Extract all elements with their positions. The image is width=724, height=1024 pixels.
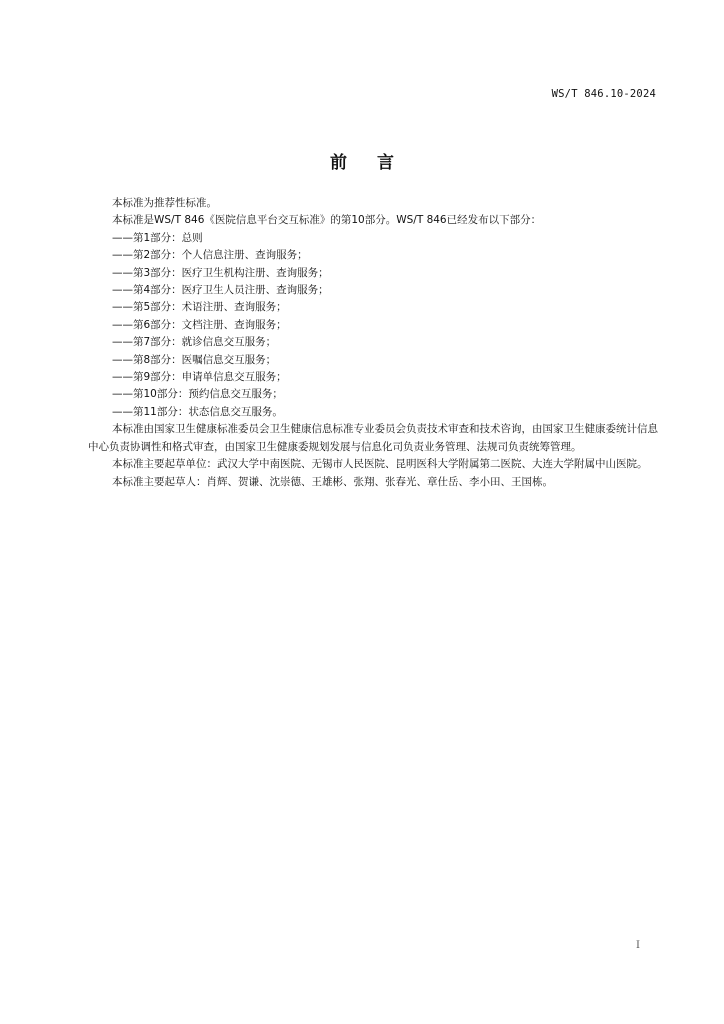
paragraph-drafting-units: 本标准主要起草单位：武汉大学中南医院、无锡市人民医院、昆明医科大学附属第二医院、大连大学附属中山医院。 [112, 458, 648, 471]
part-item-4: ——第4部分：医疗卫生人员注册、查询服务； [112, 284, 329, 297]
paragraph-intro-2: 本标准是WS/T 846《医院信息平台交互标准》的第10部分。WS/T 846已经发布以下部分： [112, 214, 542, 227]
part-item-7: ——第7部分：就诊信息交互服务； [112, 336, 277, 349]
part-item-2: ——第2部分：个人信息注册、查询服务； [112, 249, 308, 262]
foreword-body [88, 195, 658, 491]
part-item-3: ——第3部分：医疗卫生机构注册、查询服务； [112, 266, 329, 279]
page-number: I [636, 940, 640, 951]
part-item-8: ——第8部分：医嘱信息交互服务； [112, 353, 277, 366]
paragraph-drafters: 本标准主要起草人：肖辉、贺谦、沈崇德、王雄彬、张翔、张春光、章仕岳、李小田、王国栋。 [112, 475, 553, 488]
standard-number: WS/T 846.10-2024 [551, 88, 656, 100]
part-item-1: ——第1部分：总则 [112, 231, 203, 244]
part-item-9: ——第9部分：申请单信息交互服务； [112, 371, 287, 384]
part-item-5: ——第5部分：术语注册、查询服务； [112, 301, 287, 314]
part-item-10: ——第10部分：预约信息交互服务； [112, 388, 283, 401]
page-title: 前言 [330, 153, 424, 173]
paragraph-management: 本标准由国家卫生健康标准委员会卫生健康信息标准专业委员会负责技术审查和技术咨询，由国家卫生健康委统计信息中心负责协调性和格式审查，由国家卫生健康委规划发展与信息化司负责业务管理、法规司负责统筹管理。 [88, 423, 658, 453]
part-item-11: ——第11部分：状态信息交互服务。 [112, 405, 283, 418]
paragraph-intro-1: 本标准为推荐性标准。 [112, 197, 217, 209]
part-item-6: ——第6部分：文档注册、查询服务； [112, 318, 287, 331]
